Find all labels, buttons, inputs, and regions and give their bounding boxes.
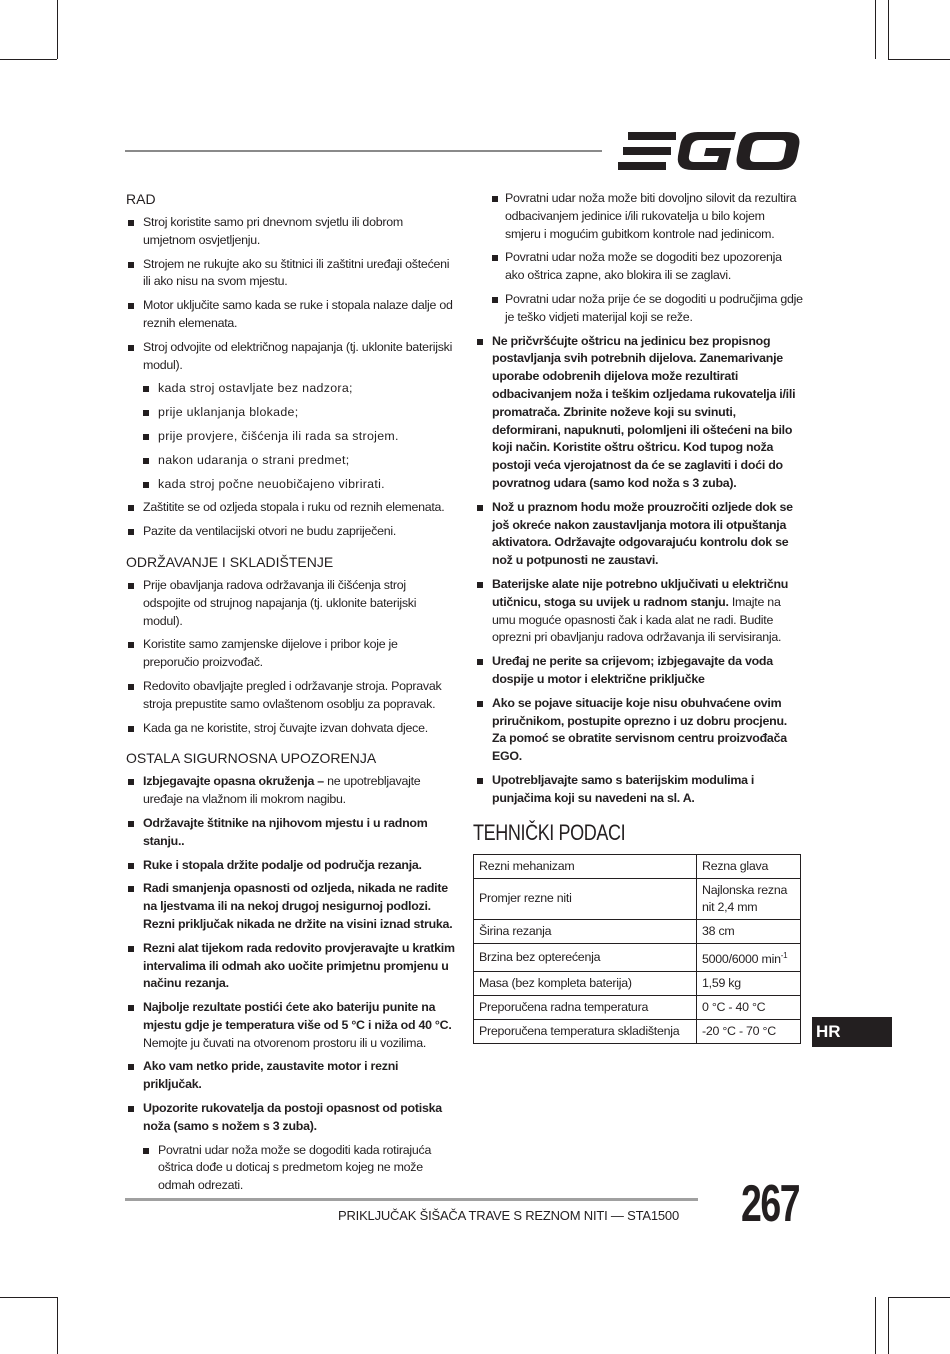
table-cell: Preporučena temperatura skladištenja xyxy=(474,1019,697,1043)
item-text: Nemojte ju čuvati na otvorenom prostoru ili u vozilima. xyxy=(143,1035,427,1050)
list-item: Ruke i stopala držite podalje od područja rezanja. xyxy=(126,857,456,875)
bold-lead: Baterijske alate nije potrebno uključivati u električnu utičnicu, stoga su uvijek u radnom stanju. xyxy=(492,576,789,609)
list-item: Prije obavljanja radova održavanja ili čišćenja stroj odspojite od strujnog napajanja (tj. uklonite baterijski modul). xyxy=(126,577,456,630)
table-cell: Najlonska rezna nit 2,4 mm xyxy=(697,878,801,919)
crop-mark xyxy=(57,0,58,59)
list-item: Održavajte štitnike na njihovom mjestu i u radnom stanju.. xyxy=(126,815,456,851)
table-cell: Preporučena radna temperatura xyxy=(474,995,697,1019)
list-item: Upozorite rukovatelja da postoji opasnost od potiska noža (samo s nožem s 3 zuba). xyxy=(126,1100,456,1136)
left-column xyxy=(126,190,456,1201)
list-item: Strojem ne rukujte ako su štitnici ili zaštitni uređaji oštećeni ili ako nisu na svom mjestu. xyxy=(126,256,456,292)
crop-mark xyxy=(0,1297,57,1298)
rad-list xyxy=(126,214,456,541)
item-text: ne upotrebljavajte uređaje na vlažnom ili mokrom nagibu. xyxy=(143,774,421,807)
table-row xyxy=(474,854,801,878)
sub-list-item: kada stroj počne neuobičajeno vibrirati. xyxy=(126,476,456,494)
superscript: -1 xyxy=(780,950,788,960)
list-item: Stroj koristite samo pri dnevnom svjetlu ili dobrom umjetnom osvjetljenju. xyxy=(126,214,456,250)
right-column xyxy=(475,190,803,1044)
table-row xyxy=(474,943,801,971)
sub-list-item: kada stroj ostavljate bez nadzora; xyxy=(126,380,456,398)
footer-title: PRIKLJUČAK ŠIŠAČA TRAVE S REZNOM NITI — STA1500 xyxy=(338,1208,679,1223)
list-item: Stroj odvojite od električnog napajanja (tj. uklonite baterijski modul). xyxy=(126,339,456,375)
list-item: Pazite da ventilacijski otvori ne budu zapriječeni. xyxy=(126,523,456,541)
table-row xyxy=(474,919,801,943)
list-item: Nož u praznom hodu može prouzročiti ozljede dok se još okreće nakon zaustavljanja motora ili otpuštanja aktivatora. Održavajte odgovarajuću kontrolu dok se nož u potpunosti ne zaustavi. xyxy=(475,499,803,570)
section-heading-odrzavanje: ODRŽAVANJE I SKLADIŠTENJE xyxy=(126,553,334,570)
sub-list-item: Povratni udar noža može se dogoditi bez upozorenja ako oštrica zapne, ako blokira ili se zaglavi. xyxy=(475,249,803,285)
crop-mark xyxy=(0,59,57,60)
crop-mark xyxy=(888,1297,950,1298)
table-row xyxy=(474,971,801,995)
list-item: Rezni alat tijekom rada redovito provjeravajte u kratkim intervalima ili odmah ako uočite primjetnu promjenu u načinu rezanja. xyxy=(126,940,456,993)
table-cell: Širina rezanja xyxy=(474,919,697,943)
table-row xyxy=(474,995,801,1019)
bold-lead: Najbolje rezultate postići ćete ako bateriju punite na mjestu gdje je temperatura više od 5 °C i niža od 40 °C. xyxy=(143,1000,452,1032)
table-row xyxy=(474,1019,801,1043)
crop-mark xyxy=(57,1297,58,1354)
table-cell: 0 °C - 40 °C xyxy=(697,995,801,1019)
sub-list-item: nakon udaranja o strani predmet; xyxy=(126,452,456,470)
crop-mark xyxy=(888,59,950,60)
crop-mark xyxy=(875,0,876,59)
table-cell: Rezni mehanizam xyxy=(474,854,697,878)
section-heading-rad: RAD xyxy=(126,191,156,207)
table-cell xyxy=(697,943,801,971)
header-rule xyxy=(125,150,602,152)
list-item: Motor uključite samo kada se ruke i stopala nalaze dalje od reznih elemenata. xyxy=(126,297,456,333)
crop-mark xyxy=(888,0,889,59)
list-item: Redovito obavljajte pregled i održavanje stroja. Popravak stroja prepustite samo ovlaštenom osoblju za popravak. xyxy=(126,678,456,714)
page-number: 267 xyxy=(741,1175,800,1233)
list-item: Uređaj ne perite sa crijevom; izbjegavajte da voda dospije u motor i električne priključke xyxy=(475,653,803,689)
ostala-list xyxy=(126,773,456,1195)
table-cell: -20 °C - 70 °C xyxy=(697,1019,801,1043)
list-item: Ako vam netko pride, zaustavite motor i rezni priključak. xyxy=(126,1058,456,1094)
list-item xyxy=(126,999,456,1052)
table-cell: 38 cm xyxy=(697,919,801,943)
list-item: Kada ga ne koristite, stroj čuvajte izvan dohvata djece. xyxy=(126,720,456,738)
bold-lead: Izbjegavajte opasna okruženja – xyxy=(143,774,324,789)
cell-value: 5000/6000 min xyxy=(702,951,781,966)
section-heading-ostala: OSTALA SIGURNOSNA UPOZORENJA xyxy=(126,750,377,767)
table-cell: Masa (bez kompleta baterija) xyxy=(474,971,697,995)
item-text: Imajte na umu moguće opasnosti čak i kada alat ne radi. Budite oprezni pri obavljanju radova održavanja ili servisiranja. xyxy=(492,594,782,645)
ego-logo xyxy=(618,130,800,172)
list-item: Upotrebljavajte samo s baterijskim modulima i punjačima koji su navedeni na sl. A. xyxy=(475,772,803,808)
crop-mark xyxy=(875,1297,876,1354)
odrzavanje-list xyxy=(126,577,456,737)
list-item: Ako se pojave situacije koje nisu obuhvaćene ovim priručnikom, postupite oprezno i uz dobru procjenu. Za pomoć se obratite servisnom centru proizvođača EGO. xyxy=(475,695,803,766)
list-item: Koristite samo zamjenske dijelove i pribor koje je preporučio proizvođač. xyxy=(126,636,456,672)
table-cell: 1,59 kg xyxy=(697,971,801,995)
crop-mark xyxy=(888,1297,889,1354)
tech-data-title: TEHNIČKI PODACI xyxy=(473,819,626,845)
list-item: Ne pričvršćujte oštricu na jedinicu bez propisnog postavljanja svih potrebnih dijelova. Zanemarivanje uporabe odobrenih dijelova može rezultirati odbacivanjem noža i teškim ozljedama rukovatelja i/ili promatrača. Zbrinite noževe koji su svinuti, deformirani, napuknuti, polomljeni ili oštećeni na bilo koji način. Koristite oštru oštricu. Kod tupog noža postoji veća vjerojatnost da će se zaglaviti i doći do povratnog udara (samo kod noža s 3 zuba). xyxy=(475,333,803,493)
table-row xyxy=(474,878,801,919)
sub-list-item: prije provjere, čišćenja ili rada sa strojem. xyxy=(126,428,456,446)
sub-list-item: Povratni udar noža može se dogoditi kada rotirajuća oštrica dođe u doticaj s predmetom kojeg ne može odmah odrezati. xyxy=(126,1142,456,1195)
list-item: Radi smanjenja opasnosti od ozljeda, nikada ne radite na ljestvama ili na nekoj drugoj nesigurnoj podlozi. Rezni priključak nikada ne držite na visini iznad struka. xyxy=(126,880,456,933)
table-cell: Promjer rezne niti xyxy=(474,878,697,919)
sub-list-item: Povratni udar noža prije će se dogoditi u područjima gdje je teško vidjeti materijal koji se reže. xyxy=(475,291,803,327)
right-list xyxy=(475,190,803,808)
sub-list-item: prije uklanjanja blokade; xyxy=(126,404,456,422)
list-item xyxy=(126,773,456,809)
tech-data-table xyxy=(473,854,801,1044)
language-tab: HR xyxy=(812,1017,892,1047)
footer-rule xyxy=(125,1198,698,1201)
table-cell: Rezna glava xyxy=(697,854,801,878)
sub-list-item: Povratni udar noža može biti dovoljno silovit da rezultira odbacivanjem jedinice i/ili rukovatelja u bilo kojem smjeru i mogućim gubitkom kontrole nad jedinicom. xyxy=(475,190,803,243)
list-item xyxy=(475,576,803,647)
list-item: Zaštitite se od ozljeda stopala i ruku od reznih elemenata. xyxy=(126,499,456,517)
table-cell: Brzina bez opterećenja xyxy=(474,943,697,971)
